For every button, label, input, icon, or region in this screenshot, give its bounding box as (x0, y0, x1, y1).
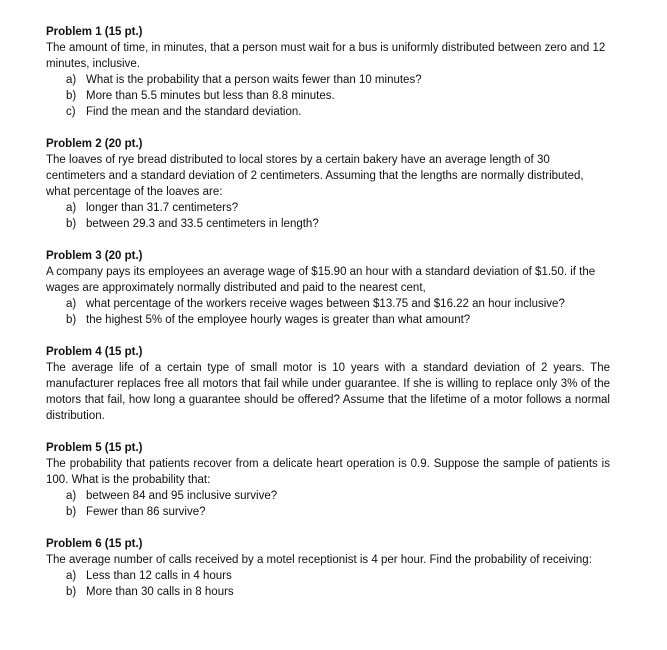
item-letter: c) (66, 106, 76, 118)
problem-text: The average life of a certain type of small motor is 10 years with a standard deviation of 2 years. The manufacturer replaces free all motors that fail while under guarantee. If she is willing to replace only 3% of the motors that fail, how long a guarantee should be offered? Assume that the lifetime of a motor follows a normal distribution. (46, 362, 610, 422)
problem-title: Problem 5 (15 pt.) (46, 442, 143, 454)
problem-text: The amount of time, in minutes, that a person must wait for a bus is uniformly distributed between zero and 12 minutes, inclusive. (46, 42, 606, 70)
problem-title: Problem 1 (15 pt.) (46, 26, 143, 38)
item-text: What is the probability that a person waits fewer than 10 minutes? (86, 74, 422, 86)
item-letter: a) (66, 74, 77, 86)
problem-text: A company pays its employees an average wage of $15.90 an hour with a standard deviation of $1.50. if the wages are approximately normally distributed and paid to the nearest cent, (46, 266, 596, 294)
problem-title: Problem 6 (15 pt.) (46, 538, 143, 550)
problem-text: The average number of calls received by a motel receptionist is 4 per hour. Find the probability of receiving: (46, 554, 592, 566)
problem-2 (46, 136, 610, 232)
item-letter: b) (66, 506, 77, 518)
problem-item (66, 216, 610, 232)
problem-item (66, 488, 610, 504)
problem-items (46, 568, 610, 600)
problem-item (66, 104, 610, 120)
item-letter: b) (66, 586, 77, 598)
problem-title: Problem 2 (20 pt.) (46, 138, 143, 150)
item-letter: a) (66, 202, 77, 214)
problem-item (66, 584, 610, 600)
item-text: what percentage of the workers receive wages between $13.75 and $16.22 an hour inclusive? (86, 298, 565, 310)
problem-item (66, 312, 610, 328)
problem-4 (46, 344, 610, 424)
item-text: between 29.3 and 33.5 centimeters in length? (86, 218, 319, 230)
item-text: between 84 and 95 inclusive survive? (86, 490, 278, 502)
problem-items (46, 488, 610, 520)
item-text: More than 5.5 minutes but less than 8.8 minutes. (86, 90, 335, 102)
item-letter: a) (66, 298, 77, 310)
problem-item (66, 296, 610, 312)
item-letter: b) (66, 218, 77, 230)
item-letter: a) (66, 490, 77, 502)
item-letter: b) (66, 314, 77, 326)
problem-3 (46, 248, 610, 328)
problem-sheet (46, 24, 610, 600)
item-text: longer than 31.7 centimeters? (86, 202, 239, 214)
problem-5 (46, 440, 610, 520)
problem-1 (46, 24, 610, 120)
problem-6 (46, 536, 610, 600)
problem-item (66, 568, 610, 584)
item-text: Fewer than 86 survive? (86, 506, 206, 518)
problem-text: The probability that patients recover from a delicate heart operation is 0.9. Suppose the sample of patients is 100. What is the probability that: (46, 458, 610, 486)
problem-item (66, 504, 610, 520)
problem-title: Problem 3 (20 pt.) (46, 250, 143, 262)
problem-items (46, 72, 610, 120)
item-letter: b) (66, 90, 77, 102)
problem-text: The loaves of rye bread distributed to local stores by a certain bakery have an average length of 30 centimeters and a standard deviation of 2 centimeters. Assuming that the lengths are normally distributed, what percentage of the loaves are: (46, 154, 584, 198)
problem-title: Problem 4 (15 pt.) (46, 346, 143, 358)
problem-items (46, 296, 610, 328)
item-letter: a) (66, 570, 77, 582)
problem-item (66, 88, 610, 104)
problem-item (66, 72, 610, 88)
problem-item (66, 200, 610, 216)
item-text: More than 30 calls in 8 hours (86, 586, 234, 598)
problem-items (46, 200, 610, 232)
item-text: Less than 12 calls in 4 hours (86, 570, 232, 582)
item-text: Find the mean and the standard deviation. (86, 106, 302, 118)
item-text: the highest 5% of the employee hourly wages is greater than what amount? (86, 314, 471, 326)
